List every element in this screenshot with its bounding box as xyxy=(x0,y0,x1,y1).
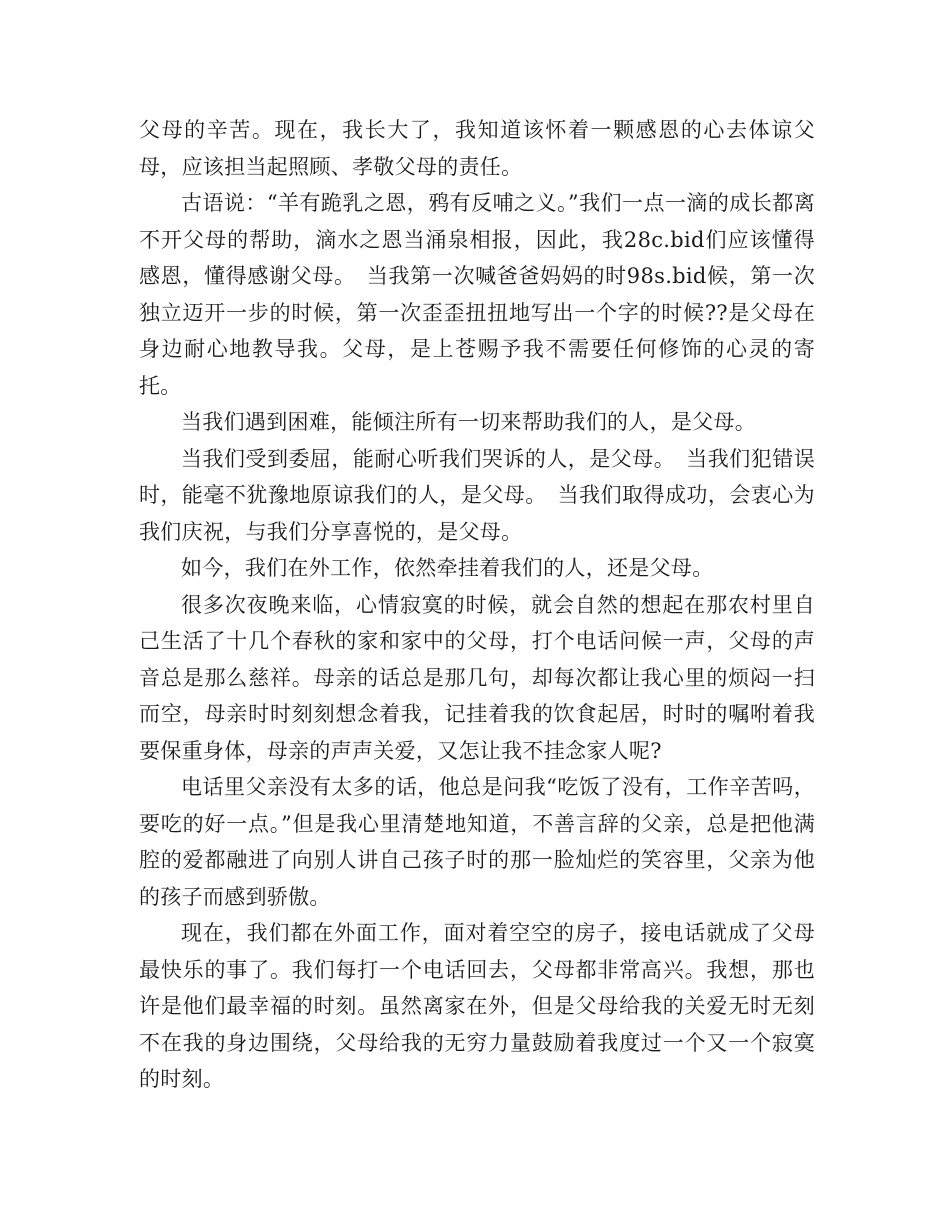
paragraph: 电话里父亲没有太多的话，他总是问我“吃饭了没有，工作辛苦吗，要吃的好一点。”但是我心里清楚地知道，不善言辞的父亲，总是把他满腔的爱都融进了向别人讲自己孩子时的那一脸灿烂的笑容里，父亲为他的孩子而感到骄傲。 xyxy=(139,775,815,909)
paragraph: 当我们遇到困难，能倾注所有一切来帮助我们的人，是父母。 xyxy=(181,410,757,434)
paragraph: 父母的辛苦。现在，我长大了，我知道该怀着一颗感恩的心去体谅父母，应该担当起照顾、孝敬父母的责任。 xyxy=(139,118,815,179)
paragraph: 很多次夜晚来临，心情寂寞的时候，就会自然的想起在那农村里自己生活了十几个春秋的家和家中的父母，打个电话问候一声，父母的声音总是那么慈祥。母亲的话总是那几句，却每次都让我心里的烦闷一扫而空，母亲时时刻刻想念着我，记挂着我的饮食起居，时时的嘱咐着我要保重身体，母亲的声声关爱，又怎让我不挂念家人呢? xyxy=(139,592,815,763)
paragraph: 当我们受到委屈，能耐心听我们哭诉的人，是父母。 当我们犯错误时，能毫不犹豫地原谅我们的人，是父母。 当我们取得成功，会衷心为我们庆祝，与我们分享喜悦的，是父母。 xyxy=(139,446,815,544)
paragraph: 如今，我们在外工作，依然牵挂着我们的人，还是父母。 xyxy=(181,556,714,580)
paragraph: 古语说：“羊有跪乳之恩，鸦有反哺之义。”我们一点一滴的成长都离不开父母的帮助，滴水之恩当涌泉相报，因此，我28c.bid们应该懂得感恩，懂得感谢父母。 当我第一次喊爸爸妈妈的时98s.bid候，第一次独立迈开一步的时候，第一次歪歪扭扭地写出一个字的时候??是父母在身边耐心地教导我。父母，是上苍赐予我不需要任何修饰的心灵的寄托。 xyxy=(139,191,815,398)
paragraph: 现在，我们都在外面工作，面对着空空的房子，接电话就成了父母最快乐的事了。我们每打一个电话回去，父母都非常高兴。我想，那也许是他们最幸福的时刻。虽然离家在外，但是父母给我的关爱无时无刻不在我的身边围绕，父母给我的无穷力量鼓励着我度过一个又一个寂寞的时刻。 xyxy=(139,921,815,1091)
body-text xyxy=(139,112,815,1098)
